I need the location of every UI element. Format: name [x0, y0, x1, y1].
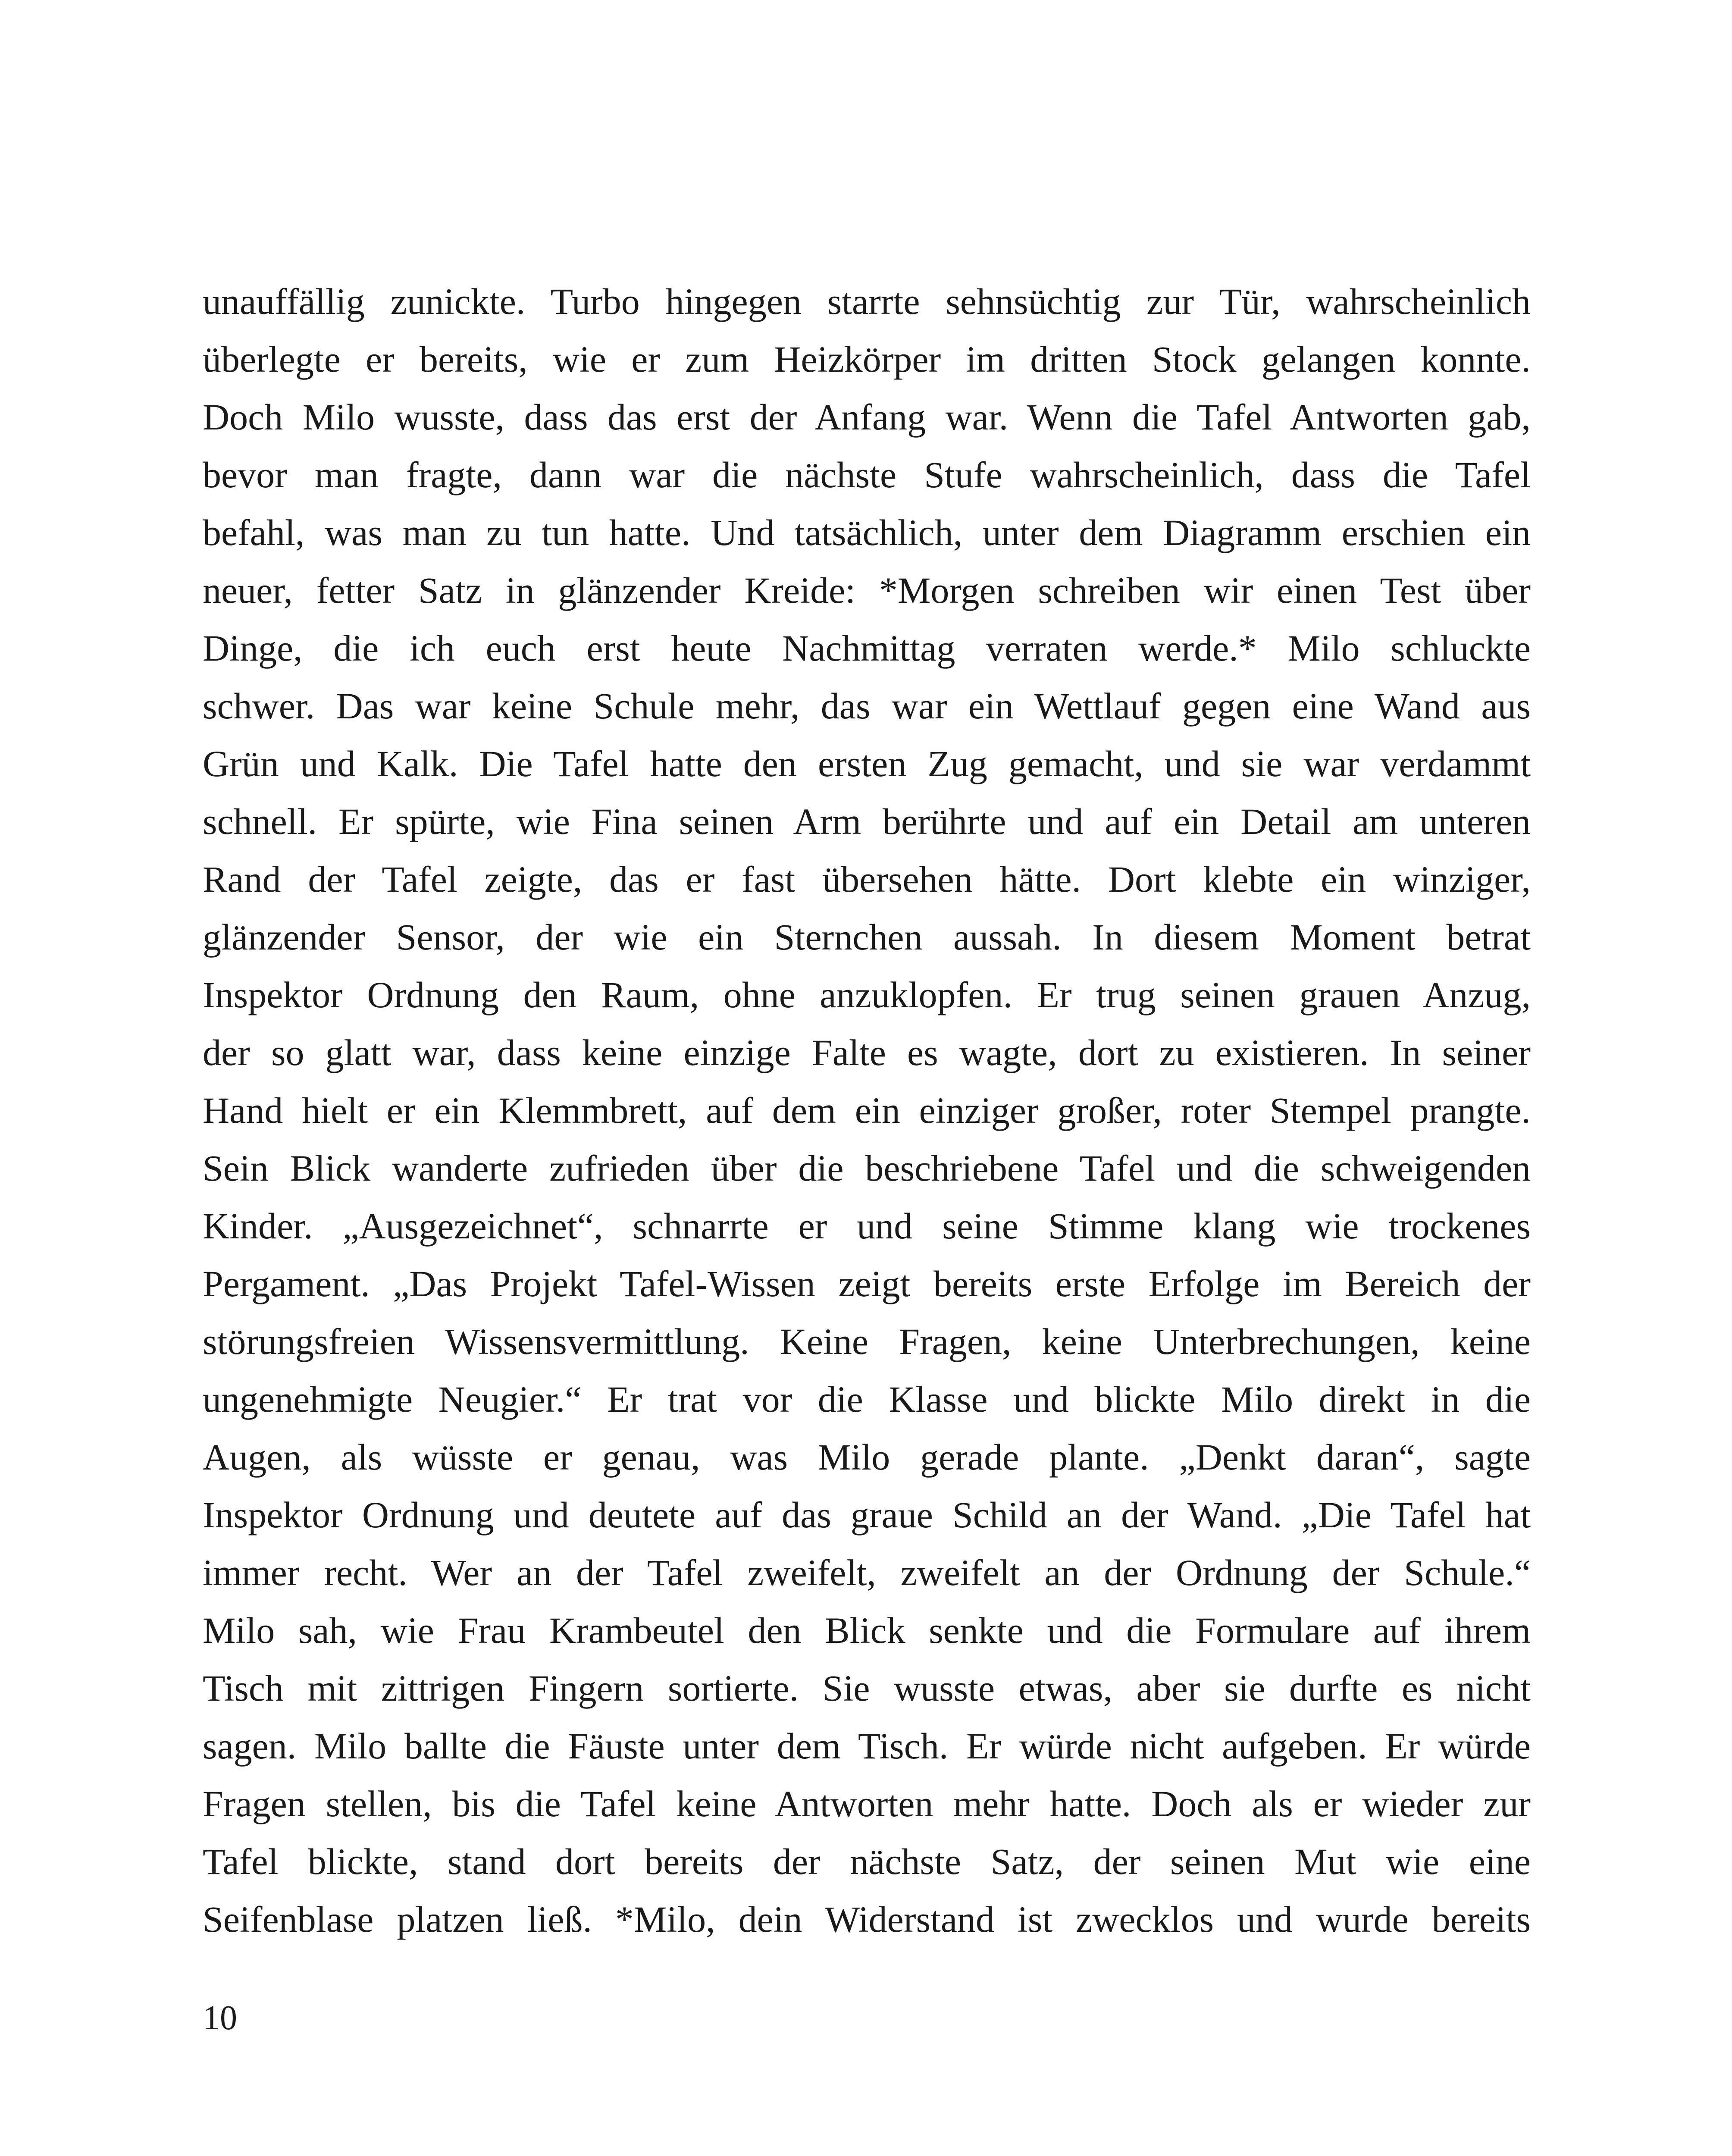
text-line: Rand der Tafel zeigte, das er fast übersehen hätte. Dort klebte ein winziger, [203, 859, 1531, 900]
text-line: schwer. Das war keine Schule mehr, das war ein Wettlauf gegen eine Wand aus [203, 685, 1531, 727]
body-text [203, 273, 1531, 1948]
page-number: 10 [203, 1999, 237, 2037]
text-line: überlegte er bereits, wie er zum Heizkörper im dritten Stock gelangen konnte. [203, 338, 1531, 380]
text-line: Tafel blickte, stand dort bereits der nächste Satz, der seinen Mut wie eine [203, 1841, 1531, 1882]
text-line: Tisch mit zittrigen Fingern sortierte. Sie wusste etwas, aber sie durfte es nicht [203, 1667, 1531, 1709]
text-line: Hand hielt er ein Klemmbrett, auf dem ein einziger großer, roter Stempel prangte. [203, 1090, 1531, 1131]
text-line: Fragen stellen, bis die Tafel keine Antworten mehr hatte. Doch als er wieder zur [203, 1783, 1531, 1824]
text-line: Milo sah, wie Frau Krambeutel den Blick senkte und die Formulare auf ihrem [203, 1610, 1531, 1651]
text-line: Pergament. „Das Projekt Tafel-Wissen zeigt bereits erste Erfolge im Bereich der [203, 1263, 1531, 1304]
text-line: Inspektor Ordnung den Raum, ohne anzuklopfen. Er trug seinen grauen Anzug, [203, 974, 1531, 1015]
text-line: Seifenblase platzen ließ. *Milo, dein Widerstand ist zwecklos und wurde bereits [203, 1899, 1531, 1940]
text-line: Grün und Kalk. Die Tafel hatte den ersten Zug gemacht, und sie war verdammt [203, 743, 1531, 784]
text-line: ungenehmigte Neugier.“ Er trat vor die Klasse und blickte Milo direkt in die [203, 1379, 1531, 1420]
text-line: Augen, als wüsste er genau, was Milo gerade plante. „Denkt daran“, sagte [203, 1436, 1531, 1478]
text-line: immer recht. Wer an der Tafel zweifelt, zweifelt an der Ordnung der Schule.“ [203, 1552, 1531, 1593]
text-line: sagen. Milo ballte die Fäuste unter dem Tisch. Er würde nicht aufgeben. Er würde [203, 1725, 1531, 1767]
text-line: Doch Milo wusste, dass das erst der Anfang war. Wenn die Tafel Antworten gab, [203, 396, 1531, 438]
text-line: Sein Blick wanderte zufrieden über die beschriebene Tafel und die schweigenden [203, 1147, 1531, 1189]
text-line: glänzender Sensor, der wie ein Sternchen aussah. In diesem Moment betrat [203, 916, 1531, 958]
text-line: befahl, was man zu tun hatte. Und tatsächlich, unter dem Diagramm erschien ein [203, 512, 1531, 553]
text-line: neuer, fetter Satz in glänzender Kreide: *Morgen schreiben wir einen Test über [203, 570, 1531, 611]
text-line: der so glatt war, dass keine einzige Falte es wagte, dort zu existieren. In seiner [203, 1032, 1531, 1073]
text-line: störungsfreien Wissensvermittlung. Keine Fragen, keine Unterbrechungen, keine [203, 1321, 1531, 1362]
text-line: unauffällig zunickte. Turbo hingegen starrte sehnsüchtig zur Tür, wahrscheinlich [203, 281, 1531, 322]
text-line: Dinge, die ich euch erst heute Nachmittag verraten werde.* Milo schluckte [203, 627, 1531, 669]
text-line: Kinder. „Ausgezeichnet“, schnarrte er und seine Stimme klang wie trockenes [203, 1205, 1531, 1247]
text-line: bevor man fragte, dann war die nächste Stufe wahrscheinlich, dass die Tafel [203, 454, 1531, 495]
text-line: schnell. Er spürte, wie Fina seinen Arm berührte und auf ein Detail am unteren [203, 801, 1531, 842]
text-line: Inspektor Ordnung und deutete auf das graue Schild an der Wand. „Die Tafel hat [203, 1494, 1531, 1536]
